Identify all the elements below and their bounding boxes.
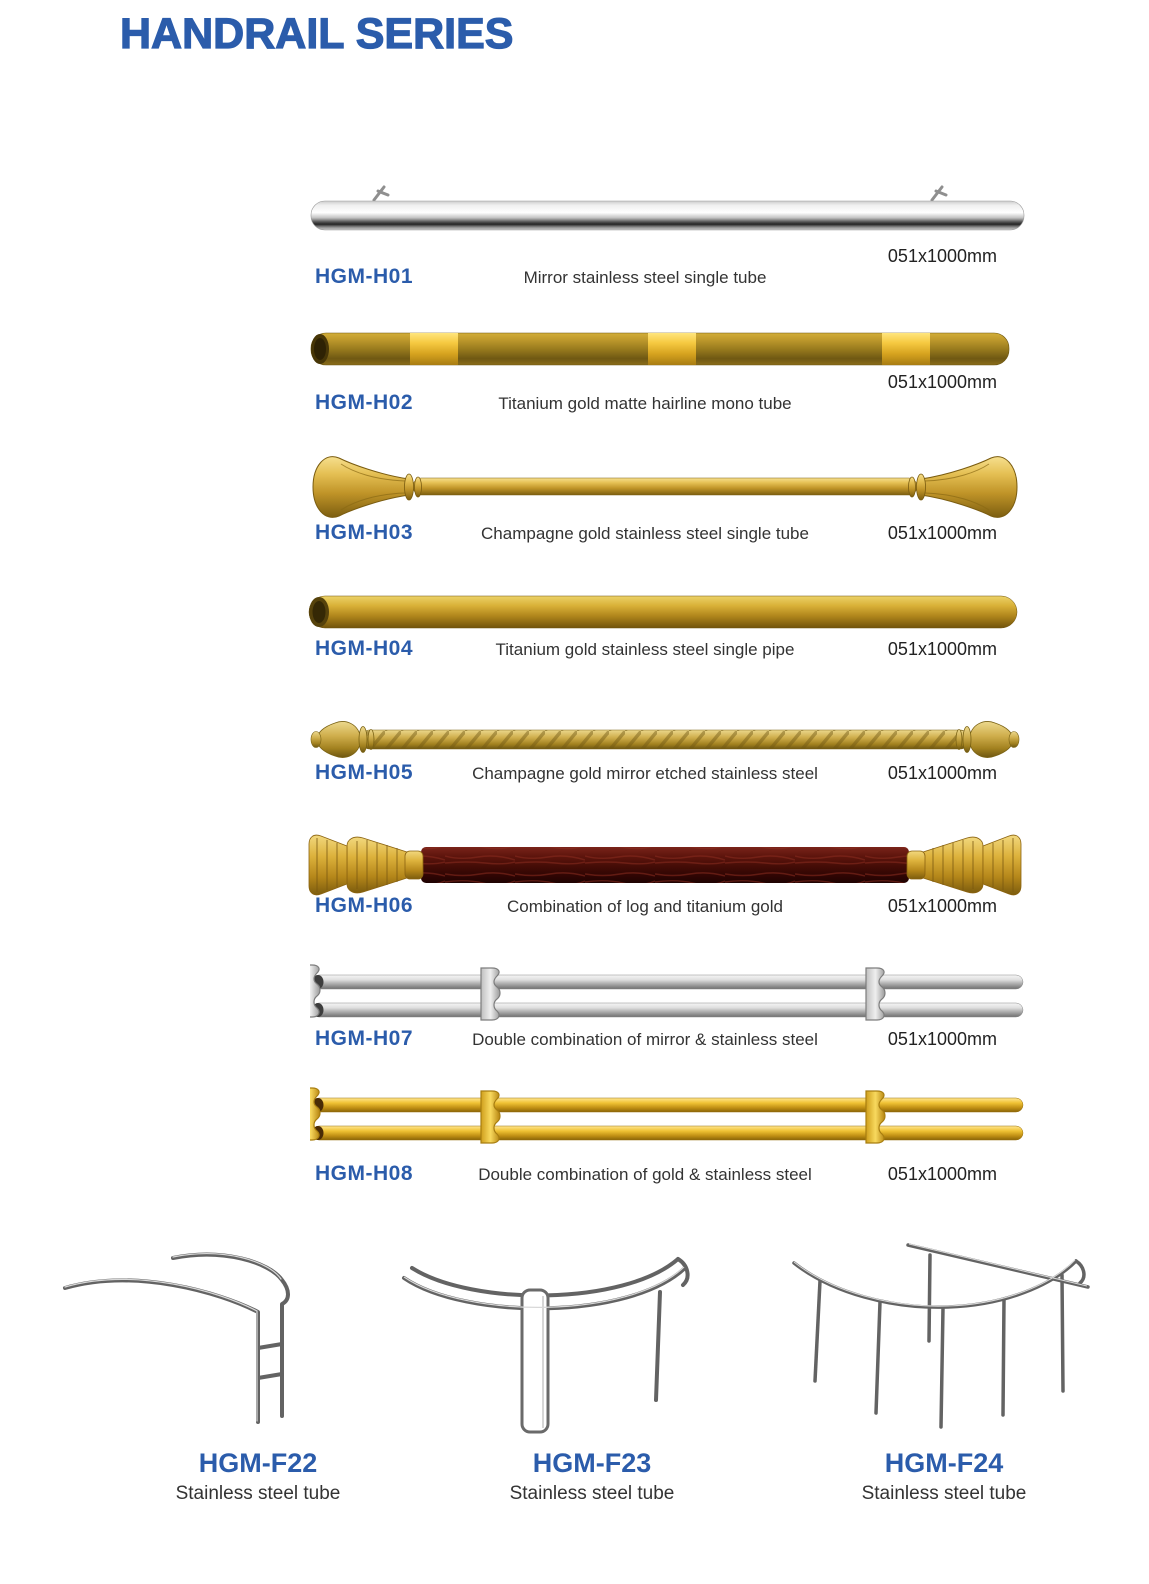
product-code: HGM-H03: [315, 521, 414, 544]
fitting-code: HGM-F24: [884, 1448, 1004, 1478]
handrail-image-hgm-h08: [310, 1086, 1025, 1148]
product-dimensions: 051x1000mm: [887, 763, 997, 783]
product-code: HGM-H02: [315, 391, 414, 414]
product-code: HGM-H04: [315, 637, 414, 660]
fitting-description: Stainless steel tube: [509, 1483, 675, 1504]
product-description: Champagne gold stainless steel single tube: [481, 524, 809, 543]
product-dimensions: 051x1000mm: [887, 1029, 997, 1049]
product-dimensions: 051x1000mm: [887, 246, 997, 266]
fitting-code: HGM-F22: [198, 1448, 318, 1478]
product-code: HGM-H06: [315, 894, 414, 917]
product-code: HGM-H01: [315, 265, 414, 288]
handrail-image-hgm-h07: [310, 963, 1025, 1025]
product-dimensions: 051x1000mm: [887, 372, 997, 392]
product-code: HGM-H05: [315, 761, 414, 784]
fitting-code: HGM-F23: [532, 1448, 652, 1478]
fitting-description: Stainless steel tube: [175, 1483, 341, 1504]
product-description: Titanium gold matte hairline mono tube: [498, 394, 792, 413]
product-description: Titanium gold stainless steel single pipe: [495, 640, 795, 659]
page-title: HANDRAIL SERIES: [120, 10, 514, 58]
product-dimensions: 051x1000mm: [887, 1164, 997, 1184]
handrail-image-hgm-h06: [305, 832, 1025, 898]
product-dimensions: 051x1000mm: [887, 523, 997, 543]
fitting-image-hgm-f22: [55, 1242, 340, 1432]
handrail-image-hgm-h01: [310, 184, 1025, 236]
product-dimensions: 051x1000mm: [887, 639, 997, 659]
product-description: Combination of log and titanium gold: [507, 897, 783, 916]
product-description: Double combination of mirror & stainless steel: [472, 1030, 818, 1049]
product-description: Mirror stainless steel single tube: [523, 268, 767, 287]
product-code: HGM-H08: [315, 1162, 414, 1185]
product-dimensions: 051x1000mm: [887, 896, 997, 916]
fitting-description: Stainless steel tube: [861, 1483, 1027, 1504]
product-description: Champagne gold mirror etched stainless steel: [472, 764, 818, 783]
fitting-image-hgm-f24: [780, 1233, 1115, 1438]
handrail-image-hgm-h03: [305, 450, 1025, 524]
product-code: HGM-H07: [315, 1027, 414, 1050]
product-description: Double combination of gold & stainless steel: [478, 1165, 812, 1184]
fitting-image-hgm-f23: [398, 1240, 698, 1440]
handrail-image-hgm-h04: [308, 594, 1018, 630]
handrail-image-hgm-h02: [310, 329, 1010, 369]
